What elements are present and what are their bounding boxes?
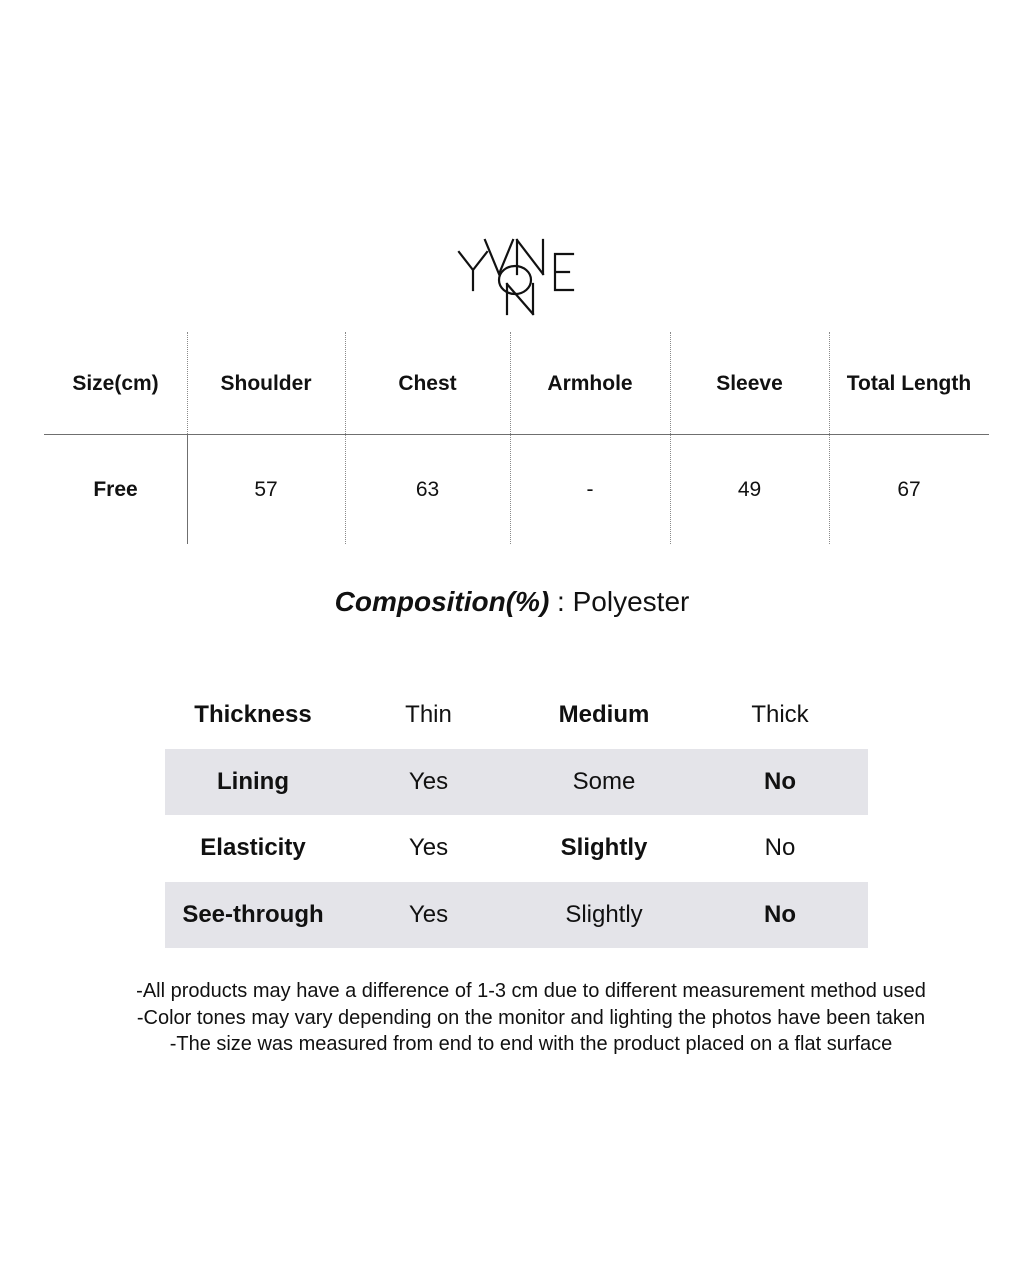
- fabric-option: Yes: [408, 767, 449, 795]
- size-table-header-row: [44, 332, 989, 435]
- fabric-option: Thin: [405, 701, 452, 729]
- disclaimer-notes: [0, 978, 1024, 1058]
- column-divider: [187, 434, 188, 544]
- brand-logo: [455, 238, 579, 316]
- fabric-row-label: Thickness: [194, 701, 312, 729]
- header-chest: Chest: [398, 371, 457, 395]
- cell-armhole: -: [586, 477, 594, 501]
- fabric-row-label: Lining: [217, 767, 289, 795]
- fabric-row-label: See-through: [182, 900, 324, 928]
- header-size: Size(cm): [72, 371, 159, 395]
- fabric-attribute-table: [165, 682, 868, 948]
- fabric-option: Yes: [408, 834, 449, 862]
- header-divider: [44, 434, 989, 435]
- cell-shoulder: 57: [254, 477, 278, 501]
- fabric-option-selected: No: [764, 900, 796, 928]
- cell-sleeve: 49: [737, 477, 762, 501]
- fabric-option: Slightly: [565, 900, 643, 928]
- fabric-row-label: Elasticity: [200, 834, 306, 862]
- header-total-length: Total Length: [846, 371, 972, 395]
- composition-value: Polyester: [572, 586, 690, 617]
- fabric-option: Thick: [751, 701, 809, 729]
- header-armhole: Armhole: [547, 371, 633, 395]
- fabric-option: Some: [572, 767, 636, 795]
- fabric-row-thickness: [165, 682, 868, 749]
- fabric-option-selected: No: [764, 767, 796, 795]
- fabric-row-lining: [165, 749, 868, 816]
- yvonne-logo-mark: [455, 238, 579, 316]
- column-divider: [510, 332, 511, 544]
- fabric-row-elasticity: [165, 815, 868, 882]
- size-table-row: [44, 435, 989, 544]
- fabric-row-see-through: [165, 882, 868, 949]
- composition-line: [0, 582, 1024, 622]
- column-divider: [345, 332, 346, 544]
- note-line: -The size was measured from end to end with the product placed on a flat surface: [169, 1033, 893, 1055]
- note-line: -All products may have a difference of 1-3 cm due to different measurement method used: [136, 980, 926, 1002]
- header-sleeve: Sleeve: [716, 371, 783, 395]
- column-divider: [829, 332, 830, 544]
- column-divider: [670, 332, 671, 544]
- composition-separator: :: [549, 586, 573, 617]
- cell-size: Free: [93, 477, 138, 501]
- composition-label: Composition(%): [334, 586, 550, 617]
- note-line: -Color tones may vary depending on the monitor and lighting the photos have been taken: [136, 1006, 926, 1029]
- cell-chest: 63: [415, 477, 440, 501]
- fabric-option: Yes: [408, 900, 449, 928]
- fabric-option-selected: Medium: [558, 701, 650, 729]
- cell-total-length: 67: [897, 477, 921, 501]
- fabric-option: No: [764, 834, 796, 862]
- header-shoulder: Shoulder: [220, 371, 312, 395]
- column-divider: [187, 332, 188, 434]
- fabric-option-selected: Slightly: [560, 834, 648, 862]
- size-table: [44, 332, 989, 544]
